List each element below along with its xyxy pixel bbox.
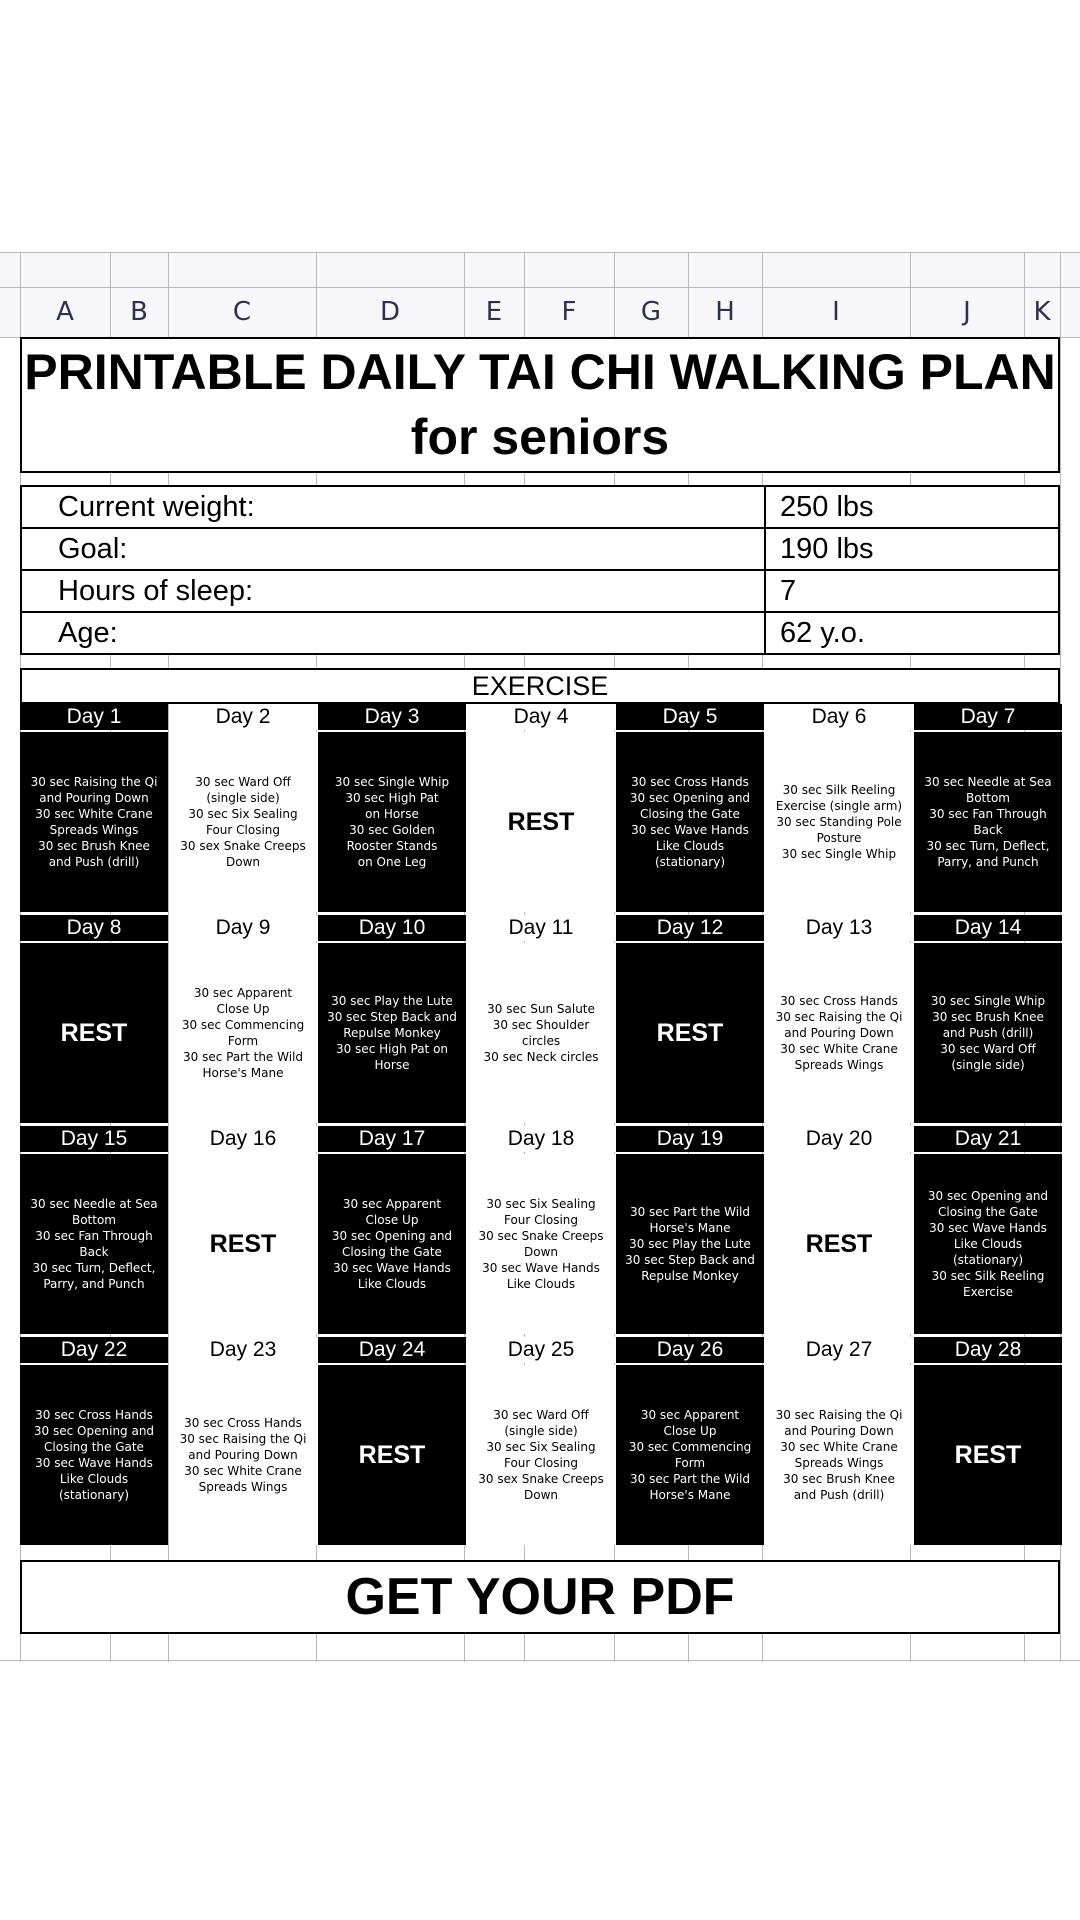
info-label: Hours of sleep: — [58, 575, 254, 607]
day-label: Day 12 — [616, 915, 764, 941]
day-label: Day 3 — [318, 704, 466, 730]
day-label: Day 1 — [20, 704, 168, 730]
info-label: Age: — [58, 617, 118, 649]
day-exercises: 30 sec Ward Off (single side) 30 sec Six Sealing Four Closing 30 sex Snake Creeps Down — [169, 732, 317, 912]
day-label: Day 20 — [765, 1126, 913, 1152]
info-row-age — [22, 613, 1058, 654]
rest-day-text: REST — [914, 1365, 1062, 1545]
day-cell — [467, 1337, 615, 1545]
day-cell — [616, 704, 764, 912]
day-cell — [765, 704, 913, 912]
day-cell — [765, 915, 913, 1123]
column-header[interactable]: D — [379, 297, 401, 327]
day-cell — [318, 915, 466, 1123]
rest-day-text: REST — [318, 1365, 466, 1545]
day-cell — [20, 1126, 168, 1334]
day-exercises: 30 sec Cross Hands 30 sec Raising the Qi and Pouring Down 30 sec White Crane Spreads Wings — [169, 1365, 317, 1545]
day-exercises: 30 sec Sun Salute 30 sec Shoulder circles 30 sec Neck circles — [467, 943, 615, 1123]
info-label: Current weight: — [58, 491, 255, 523]
day-label: Day 25 — [467, 1337, 615, 1363]
day-cell — [318, 1337, 466, 1545]
get-pdf-button[interactable]: GET YOUR PDF — [20, 1560, 1060, 1634]
day-cell — [169, 915, 317, 1123]
day-cell — [616, 1126, 764, 1334]
column-header[interactable]: E — [485, 297, 503, 327]
day-label: Day 18 — [467, 1126, 615, 1152]
day-cell — [914, 704, 1062, 912]
day-cell — [467, 704, 615, 912]
rest-day-text: REST — [616, 943, 764, 1123]
day-label: Day 22 — [20, 1337, 168, 1363]
day-cell — [20, 704, 168, 912]
day-label: Day 9 — [169, 915, 317, 941]
column-header[interactable]: J — [963, 297, 971, 327]
day-label: Day 6 — [765, 704, 913, 730]
day-exercises: 30 sec Silk Reeling Exercise (single arm) 30 sec Standing Pole Posture 30 sec Single Whip — [765, 732, 913, 912]
info-row-weight — [22, 487, 1058, 528]
day-cell — [765, 1126, 913, 1334]
day-exercises: 30 sec Raising the Qi and Pouring Down 30 sec White Crane Spreads Wings 30 sec Brush Knee and Push (drill) — [765, 1365, 913, 1545]
day-label: Day 10 — [318, 915, 466, 941]
day-exercises: 30 sec Cross Hands 30 sec Opening and Closing the Gate 30 sec Wave Hands Like Clouds (stationary) — [20, 1365, 168, 1545]
day-cell — [914, 1337, 1062, 1545]
day-cell — [914, 915, 1062, 1123]
info-value[interactable]: 250 lbs — [780, 491, 874, 523]
day-exercises: 30 sec Apparent Close Up 30 sec Opening and Closing the Gate 30 sec Wave Hands Like Clouds — [318, 1154, 466, 1334]
page-subtitle: for seniors — [20, 405, 1060, 473]
day-exercises: 30 sec Cross Hands 30 sec Opening and Closing the Gate 30 sec Wave Hands Like Clouds (stationary) — [616, 732, 764, 912]
day-label: Day 15 — [20, 1126, 168, 1152]
day-label: Day 16 — [169, 1126, 317, 1152]
day-label: Day 7 — [914, 704, 1062, 730]
day-exercises: 30 sec Part the Wild Horse's Mane 30 sec Play the Lute 30 sec Step Back and Repulse Monkey — [616, 1154, 764, 1334]
column-header[interactable]: G — [640, 297, 662, 327]
column-header[interactable]: A — [56, 297, 74, 327]
day-cell — [914, 1126, 1062, 1334]
personal-info-table — [20, 485, 1060, 655]
rest-day-text: REST — [20, 943, 168, 1123]
column-header[interactable]: C — [232, 297, 252, 327]
day-label: Day 24 — [318, 1337, 466, 1363]
column-header[interactable]: K — [1033, 297, 1051, 327]
day-label: Day 4 — [467, 704, 615, 730]
day-exercises: 30 sec Single Whip 30 sec Brush Knee and Push (drill) 30 sec Ward Off (single side) — [914, 943, 1062, 1123]
day-exercises: 30 sec Single Whip 30 sec High Pat on Horse 30 sec Golden Rooster Stands on One Leg — [318, 732, 466, 912]
info-row-goal — [22, 529, 1058, 570]
day-exercises: 30 sec Play the Lute 30 sec Step Back and Repulse Monkey 30 sec High Pat on Horse — [318, 943, 466, 1123]
day-exercises: 30 sec Apparent Close Up 30 sec Commencing Form 30 sec Part the Wild Horse's Mane — [616, 1365, 764, 1545]
day-label: Day 11 — [467, 915, 615, 941]
day-cell — [318, 704, 466, 912]
day-label: Day 14 — [914, 915, 1062, 941]
info-value[interactable]: 62 y.o. — [780, 617, 865, 649]
day-cell — [318, 1126, 466, 1334]
day-label: Day 26 — [616, 1337, 764, 1363]
day-cell — [20, 1337, 168, 1545]
info-value[interactable]: 7 — [780, 575, 797, 607]
day-exercises: 30 sec Six Sealing Four Closing 30 sec Snake Creeps Down 30 sec Wave Hands Like Clouds — [467, 1154, 615, 1334]
day-label: Day 2 — [169, 704, 317, 730]
day-label: Day 8 — [20, 915, 168, 941]
day-label: Day 28 — [914, 1337, 1062, 1363]
day-exercises: 30 sec Needle at Sea Bottom 30 sec Fan Through Back 30 sec Turn, Deflect, Parry, and Punch — [20, 1154, 168, 1334]
day-cell — [169, 704, 317, 912]
day-exercises: 30 sec Cross Hands 30 sec Raising the Qi and Pouring Down 30 sec White Crane Spreads Wings — [765, 943, 913, 1123]
info-value[interactable]: 190 lbs — [780, 533, 874, 565]
day-label: Day 23 — [169, 1337, 317, 1363]
day-label: Day 17 — [318, 1126, 466, 1152]
day-label: Day 27 — [765, 1337, 913, 1363]
day-cell — [467, 1126, 615, 1334]
info-row-sleep — [22, 571, 1058, 612]
day-cell — [467, 915, 615, 1123]
day-exercises: 30 sec Ward Off (single side) 30 sec Six Sealing Four Closing 30 sex Snake Creeps Down — [467, 1365, 615, 1545]
day-exercises: 30 sec Apparent Close Up 30 sec Commencing Form 30 sec Part the Wild Horse's Mane — [169, 943, 317, 1123]
day-label: Day 13 — [765, 915, 913, 941]
column-header[interactable]: I — [832, 297, 840, 327]
day-cell — [169, 1126, 317, 1334]
day-label: Day 19 — [616, 1126, 764, 1152]
day-exercises: 30 sec Raising the Qi and Pouring Down 30 sec White Crane Spreads Wings 30 sec Brush Knee and Push (drill) — [20, 732, 168, 912]
day-cell — [616, 1337, 764, 1545]
day-label: Day 21 — [914, 1126, 1062, 1152]
day-cell — [169, 1337, 317, 1545]
info-label: Goal: — [58, 533, 128, 565]
column-header[interactable]: F — [561, 297, 577, 327]
rest-day-text: REST — [467, 732, 615, 912]
day-exercises: 30 sec Opening and Closing the Gate 30 sec Wave Hands Like Clouds (stationary) 30 sec Silk Reeling Exercise — [914, 1154, 1062, 1334]
day-cell — [20, 915, 168, 1123]
day-label: Day 5 — [616, 704, 764, 730]
day-exercises: 30 sec Needle at Sea Bottom 30 sec Fan Through Back 30 sec Turn, Deflect, Parry, and Punch — [914, 732, 1062, 912]
day-cell — [765, 1337, 913, 1545]
column-header[interactable]: H — [715, 297, 735, 327]
exercise-heading: EXERCISE — [20, 668, 1060, 704]
column-header[interactable]: B — [130, 297, 148, 327]
rest-day-text: REST — [169, 1154, 317, 1334]
day-cell — [616, 915, 764, 1123]
page-title: PRINTABLE DAILY TAI CHI WALKING PLAN — [20, 337, 1060, 407]
rest-day-text: REST — [765, 1154, 913, 1334]
